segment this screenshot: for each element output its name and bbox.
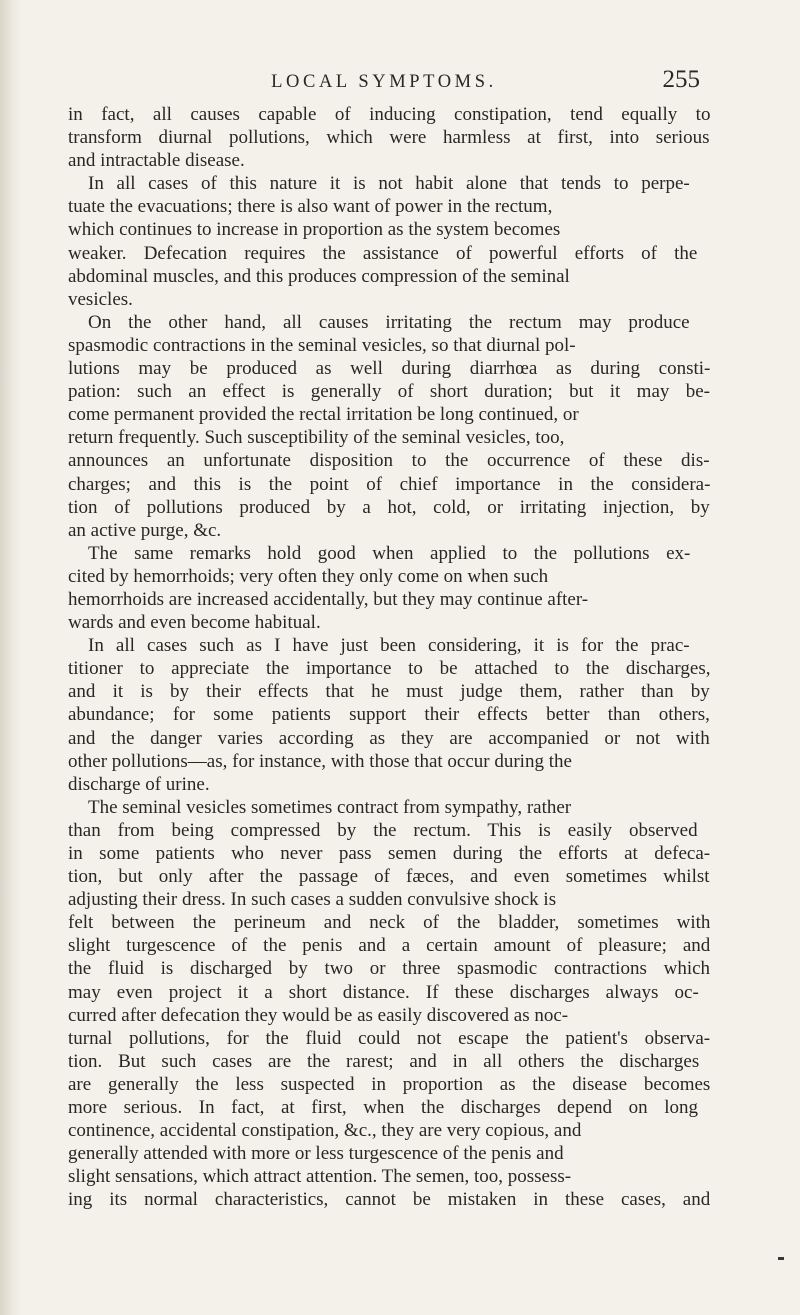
text-line: In all cases such as I have just been considering, it is for the prac- bbox=[88, 635, 690, 657]
text-line: curred after defecation they would be as easily discovered as noc- bbox=[68, 1004, 569, 1026]
text-line: turnal pollutions, for the fluid could not escape the patient's observa- bbox=[68, 1027, 710, 1049]
text-line: abundance; for some patients support their effects better than others, bbox=[68, 704, 710, 726]
text-line: tuate the evacuations; there is also want of power in the rectum, bbox=[68, 196, 553, 218]
text-line: felt between the perineum and neck of the bladder, sometimes with bbox=[68, 912, 710, 934]
text-line: than from being compressed by the rectum. This is easily observed bbox=[68, 819, 698, 841]
text-line: The same remarks hold good when applied to the pollutions ex- bbox=[88, 542, 691, 564]
page-number: 255 bbox=[662, 66, 700, 93]
text-line: more serious. In fact, at first, when the discharges depend on long bbox=[68, 1097, 698, 1119]
text-line: the fluid is discharged by two or three spasmodic contractions which bbox=[68, 958, 710, 980]
text-line: in some patients who never pass semen during the efforts at defeca- bbox=[68, 843, 710, 864]
text-line: come permanent provided the rectal irritation be long continued, or bbox=[68, 404, 579, 426]
text-line: charges; and this is the point of chief importance in the considera- bbox=[68, 473, 710, 495]
text-line: spasmodic contractions in the seminal vesicles, so that diurnal pol- bbox=[68, 334, 576, 356]
page-header bbox=[68, 66, 700, 100]
text-line: The seminal vesicles sometimes contract from sympathy, rather bbox=[88, 796, 572, 818]
text-line: cited by hemorrhoids; very often they only come on when such bbox=[68, 565, 549, 587]
text-line: titioner to appreciate the importance to be attached to the discharges, bbox=[68, 658, 710, 680]
text-line: may even project it a short distance. If these discharges always oc- bbox=[68, 981, 699, 1003]
margin-mark bbox=[778, 1257, 784, 1260]
text-line: generally attended with more or less turgescence of the penis and bbox=[68, 1143, 564, 1165]
page-edge-shadow bbox=[0, 0, 22, 1315]
text-line: hemorrhoids are increased accidentally, but they may continue after- bbox=[68, 588, 589, 610]
text-line: lutions may be produced as well during diarrhœa as during consti- bbox=[68, 358, 710, 380]
text-line: In all cases of this nature it is not habit alone that tends to perpe- bbox=[88, 173, 690, 195]
running-head: LOCAL SYMPTOMS. bbox=[271, 72, 497, 92]
text-line: in fact, all causes capable of inducing constipation, tend equally to bbox=[68, 104, 710, 125]
text-line: slight turgescence of the penis and a certain amount of pleasure; and bbox=[68, 935, 710, 957]
text-line: discharge of urine. bbox=[68, 773, 210, 795]
text-line: transform diurnal pollutions, which were harmless at first, into serious bbox=[68, 127, 710, 149]
text-line: weaker. Defecation requires the assistance of powerful efforts of the bbox=[68, 242, 698, 264]
text-line: an active purge, &c. bbox=[68, 519, 222, 541]
text-line: abdominal muscles, and this produces compression of the seminal bbox=[68, 265, 570, 287]
body-text bbox=[68, 103, 710, 1212]
text-line: tion. But such cases are the rarest; and in all others the discharges bbox=[68, 1050, 700, 1072]
text-line: vesicles. bbox=[68, 288, 133, 310]
text-line: announces an unfortunate disposition to the occurrence of these dis- bbox=[68, 450, 710, 472]
text-line: adjusting their dress. In such cases a sudden convulsive shock is bbox=[68, 889, 557, 911]
text-line: other pollutions—as, for instance, with those that occur during the bbox=[68, 750, 572, 772]
text-line: continence, accidental constipation, &c., they are very copious, and bbox=[68, 1120, 582, 1142]
text-line: On the other hand, all causes irritating the rectum may produce bbox=[88, 311, 690, 333]
text-line: and it is by their effects that he must judge them, rather than by bbox=[68, 681, 710, 703]
text-line: and intractable disease. bbox=[68, 150, 245, 172]
text-line: return frequently. Such susceptibility of the seminal vesicles, too, bbox=[68, 427, 565, 449]
text-line: wards and even become habitual. bbox=[68, 612, 321, 634]
text-line: and the danger varies according as they are accompanied or not with bbox=[68, 727, 710, 749]
text-line: pation: such an effect is generally of short duration; but it may be- bbox=[68, 381, 710, 403]
text-line: which continues to increase in proportion as the system becomes bbox=[68, 219, 561, 241]
text-line: are generally the less suspected in proportion as the disease becomes bbox=[68, 1073, 710, 1095]
text-line: tion of pollutions produced by a hot, cold, or irritating injection, by bbox=[68, 496, 710, 518]
text-line: ing its normal characteristics, cannot be mistaken in these cases, and bbox=[68, 1189, 710, 1211]
text-line: tion, but only after the passage of fæces, and even sometimes whilst bbox=[68, 866, 710, 888]
text-line: slight sensations, which attract attention. The semen, too, possess- bbox=[68, 1166, 572, 1188]
